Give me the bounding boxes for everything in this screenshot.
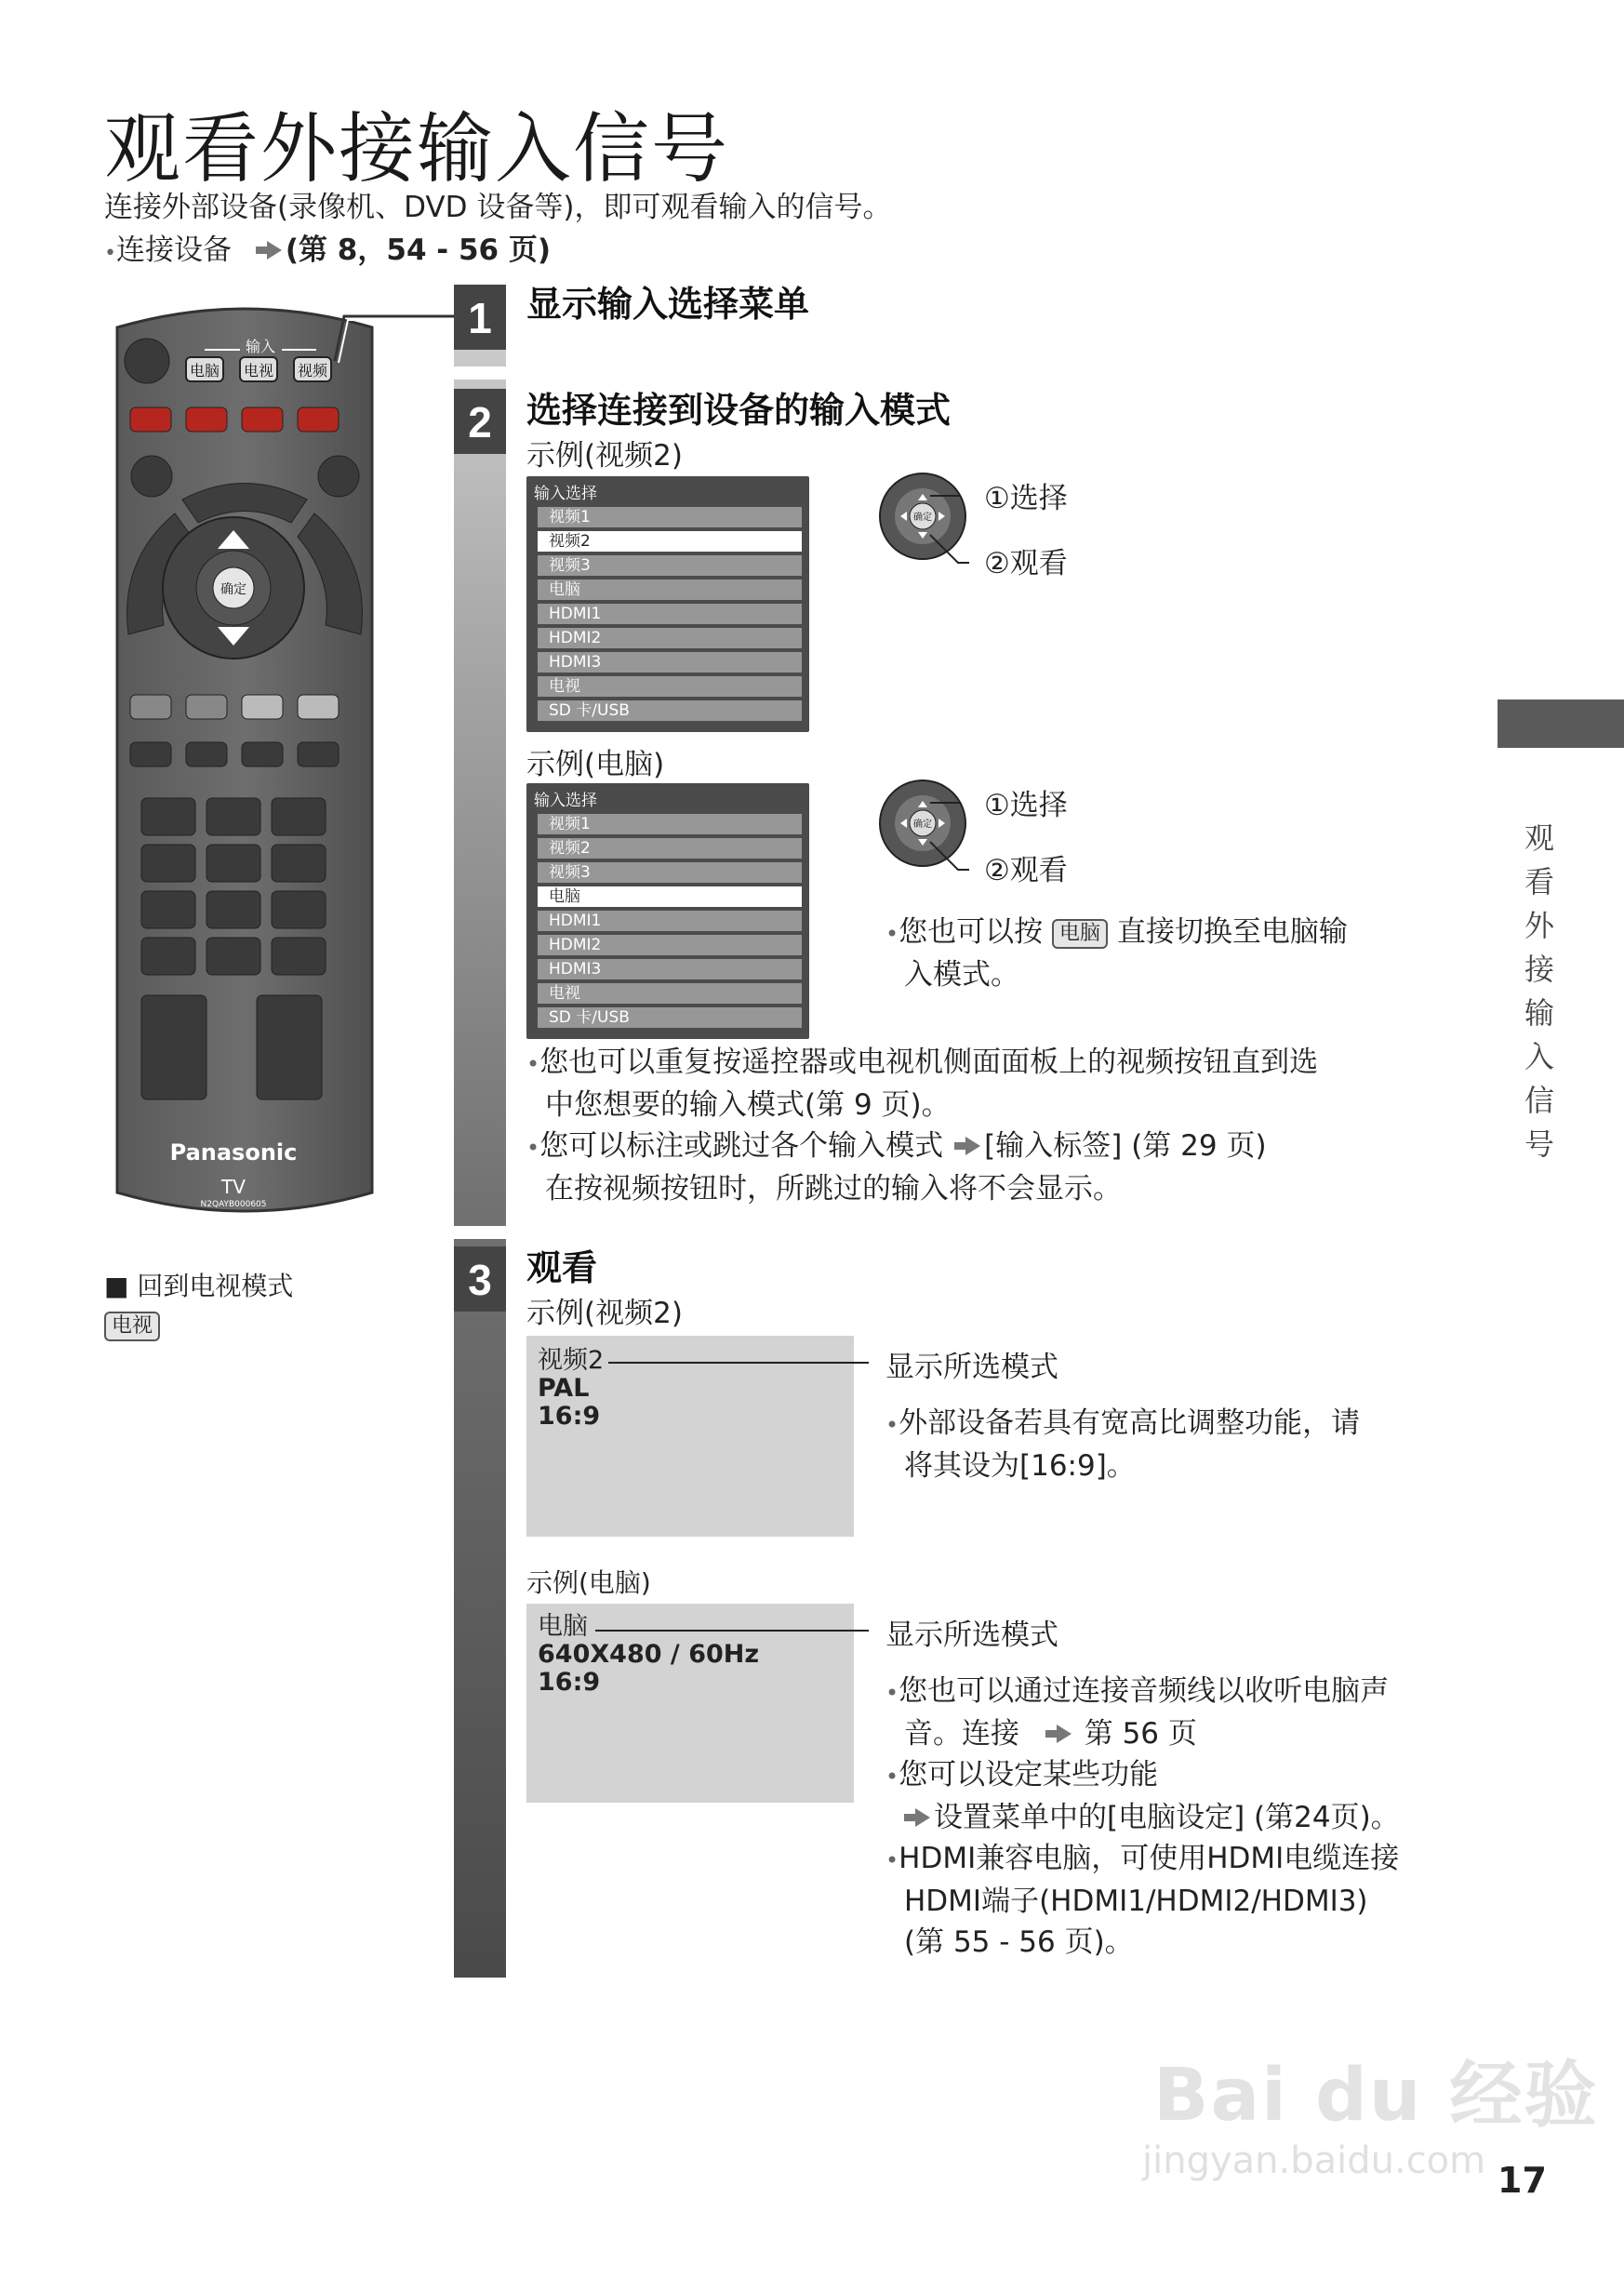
remote-control bbox=[100, 300, 389, 1220]
menu-item[interactable]: 视频3 bbox=[538, 862, 802, 883]
menu-header: 输入选择 bbox=[534, 792, 597, 810]
step-bar bbox=[454, 305, 506, 1978]
svg-text:确定: 确定 bbox=[913, 513, 932, 523]
step1-title: 显示输入选择菜单 bbox=[526, 284, 810, 325]
remote-pc-button: 电脑 bbox=[189, 362, 220, 380]
menu-item[interactable]: HDMI3 bbox=[538, 959, 802, 979]
menu-item[interactable]: HDMI2 bbox=[538, 628, 802, 648]
step-divider bbox=[454, 1226, 506, 1239]
step-divider bbox=[454, 366, 506, 380]
remote-video-button: 视频 bbox=[297, 362, 328, 380]
step2-example1-caption: 示例(视频2) bbox=[526, 439, 683, 473]
remote-ok-button: 确定 bbox=[220, 582, 246, 597]
menu-item[interactable]: HDMI2 bbox=[538, 935, 802, 955]
input-select-menu bbox=[526, 783, 809, 1039]
view-label: ②观看 bbox=[984, 547, 1068, 580]
step3-example1-caption: 示例(视频2) bbox=[526, 1297, 683, 1330]
remote-model: TV bbox=[221, 1176, 246, 1198]
menu-item[interactable]: 电脑 bbox=[538, 579, 802, 600]
intro bbox=[104, 186, 891, 275]
step2-example2-caption: 示例(电脑) bbox=[526, 748, 665, 781]
menu-item[interactable]: 视频1 bbox=[538, 814, 802, 834]
menu-item[interactable]: 视频1 bbox=[538, 507, 802, 527]
intro-line1: 连接外部设备(录像机、DVD 设备等)，即可观看输入的信号。 bbox=[104, 191, 892, 224]
leader-line bbox=[595, 1630, 869, 1632]
step3-example2-caption: 示例(电脑) bbox=[526, 1567, 651, 1598]
menu-item[interactable]: SD 卡/USB bbox=[538, 1007, 802, 1028]
menu-item[interactable]: 电视 bbox=[538, 676, 802, 697]
side-tab bbox=[1498, 699, 1624, 748]
select-label: ①选择 bbox=[984, 789, 1068, 822]
intro-line2: •连接设备 (第 8，54 - 56 页) bbox=[104, 233, 552, 267]
svg-text:确定: 确定 bbox=[913, 819, 932, 830]
mode-label: 显示所选模式 bbox=[885, 1351, 1058, 1384]
select-label: ①选择 bbox=[984, 482, 1068, 515]
return-tv bbox=[104, 1267, 293, 1345]
step3-pc-notes: •您也可以通过连接音频线以收听电脑声 音。连接 第 56 页 •您可以设定某些功能 设置菜单中的[电脑设定] (第24页)。 •HDMI兼容电脑，可使用HDMI电缆连接 HDMI端子(HDMI1/HDMI2/HDMI3) (第 55 - 56 页)。 bbox=[885, 1674, 1400, 1959]
side-label: 观看外接输入信号 bbox=[1524, 820, 1554, 1162]
menu-item[interactable]: 视频2 bbox=[538, 838, 802, 859]
view-label: ②观看 bbox=[984, 854, 1068, 887]
page-number: 17 bbox=[1498, 2160, 1547, 2201]
info-display-video: 视频2 PAL 16:9 bbox=[526, 1336, 854, 1537]
info-display-pc: 电脑 640X480 / 60Hz 16:9 bbox=[526, 1604, 854, 1803]
step2-notes: •您也可以重复按遥控器或电视机侧面面板上的视频按钮直到选 中您想要的输入模式(第 9 页)。 •您可以标注或跳过各个输入模式 [输入标签] (第 29 页) 在按视频按钮时，所跳过的输入将不会显示。 bbox=[526, 1046, 1319, 1206]
arrow-icon bbox=[267, 241, 282, 260]
watermark-url: jingyan.baidu.com bbox=[1142, 2139, 1486, 2182]
menu-item[interactable]: SD 卡/USB bbox=[538, 700, 802, 721]
pc-button: 电脑 bbox=[1052, 919, 1108, 949]
page-title: 观看外接输入信号 bbox=[104, 105, 730, 193]
arrow-icon bbox=[965, 1137, 980, 1155]
step1-number: 1 bbox=[454, 285, 506, 350]
arrow-icon bbox=[1057, 1725, 1072, 1743]
pc-note: •您也可以按 电脑 直接切换至电脑输 入模式。 bbox=[885, 915, 1348, 992]
step2-number: 2 bbox=[454, 389, 506, 454]
step2-title: 选择连接到设备的输入模式 bbox=[526, 390, 952, 431]
menu-item[interactable]: 电视 bbox=[538, 983, 802, 1004]
remote-model-code: N2QAYB000605 bbox=[200, 1200, 267, 1209]
menu-item[interactable]: HDMI1 bbox=[538, 604, 802, 624]
menu-item-selected[interactable]: 电脑 bbox=[538, 886, 802, 907]
watermark-logo: Bai du 经验 bbox=[1153, 2054, 1599, 2138]
remote-tv-button: 电视 bbox=[243, 362, 274, 380]
remote-input-label: 输入 bbox=[245, 338, 276, 355]
remote-brand: Panasonic bbox=[169, 1139, 298, 1166]
menu-header: 输入选择 bbox=[534, 485, 597, 503]
step3-title: 观看 bbox=[526, 1247, 598, 1288]
tv-button: 电视 bbox=[104, 1312, 160, 1341]
return-tv-heading: ■ 回到电视模式 bbox=[104, 1271, 294, 1301]
mode-label: 显示所选模式 bbox=[885, 1619, 1058, 1652]
arrow-icon bbox=[915, 1808, 930, 1827]
menu-item[interactable]: HDMI3 bbox=[538, 652, 802, 673]
input-select-menu bbox=[526, 476, 809, 732]
callout-line bbox=[316, 307, 465, 381]
step3-number: 3 bbox=[454, 1246, 506, 1312]
leader-line bbox=[608, 1362, 869, 1364]
step3-note1: •外部设备若具有宽高比调整功能，请 将其设为[16:9]。 bbox=[885, 1406, 1361, 1483]
menu-item-selected[interactable]: 视频2 bbox=[538, 531, 802, 552]
menu-item[interactable]: 视频3 bbox=[538, 555, 802, 576]
menu-item[interactable]: HDMI1 bbox=[538, 911, 802, 931]
